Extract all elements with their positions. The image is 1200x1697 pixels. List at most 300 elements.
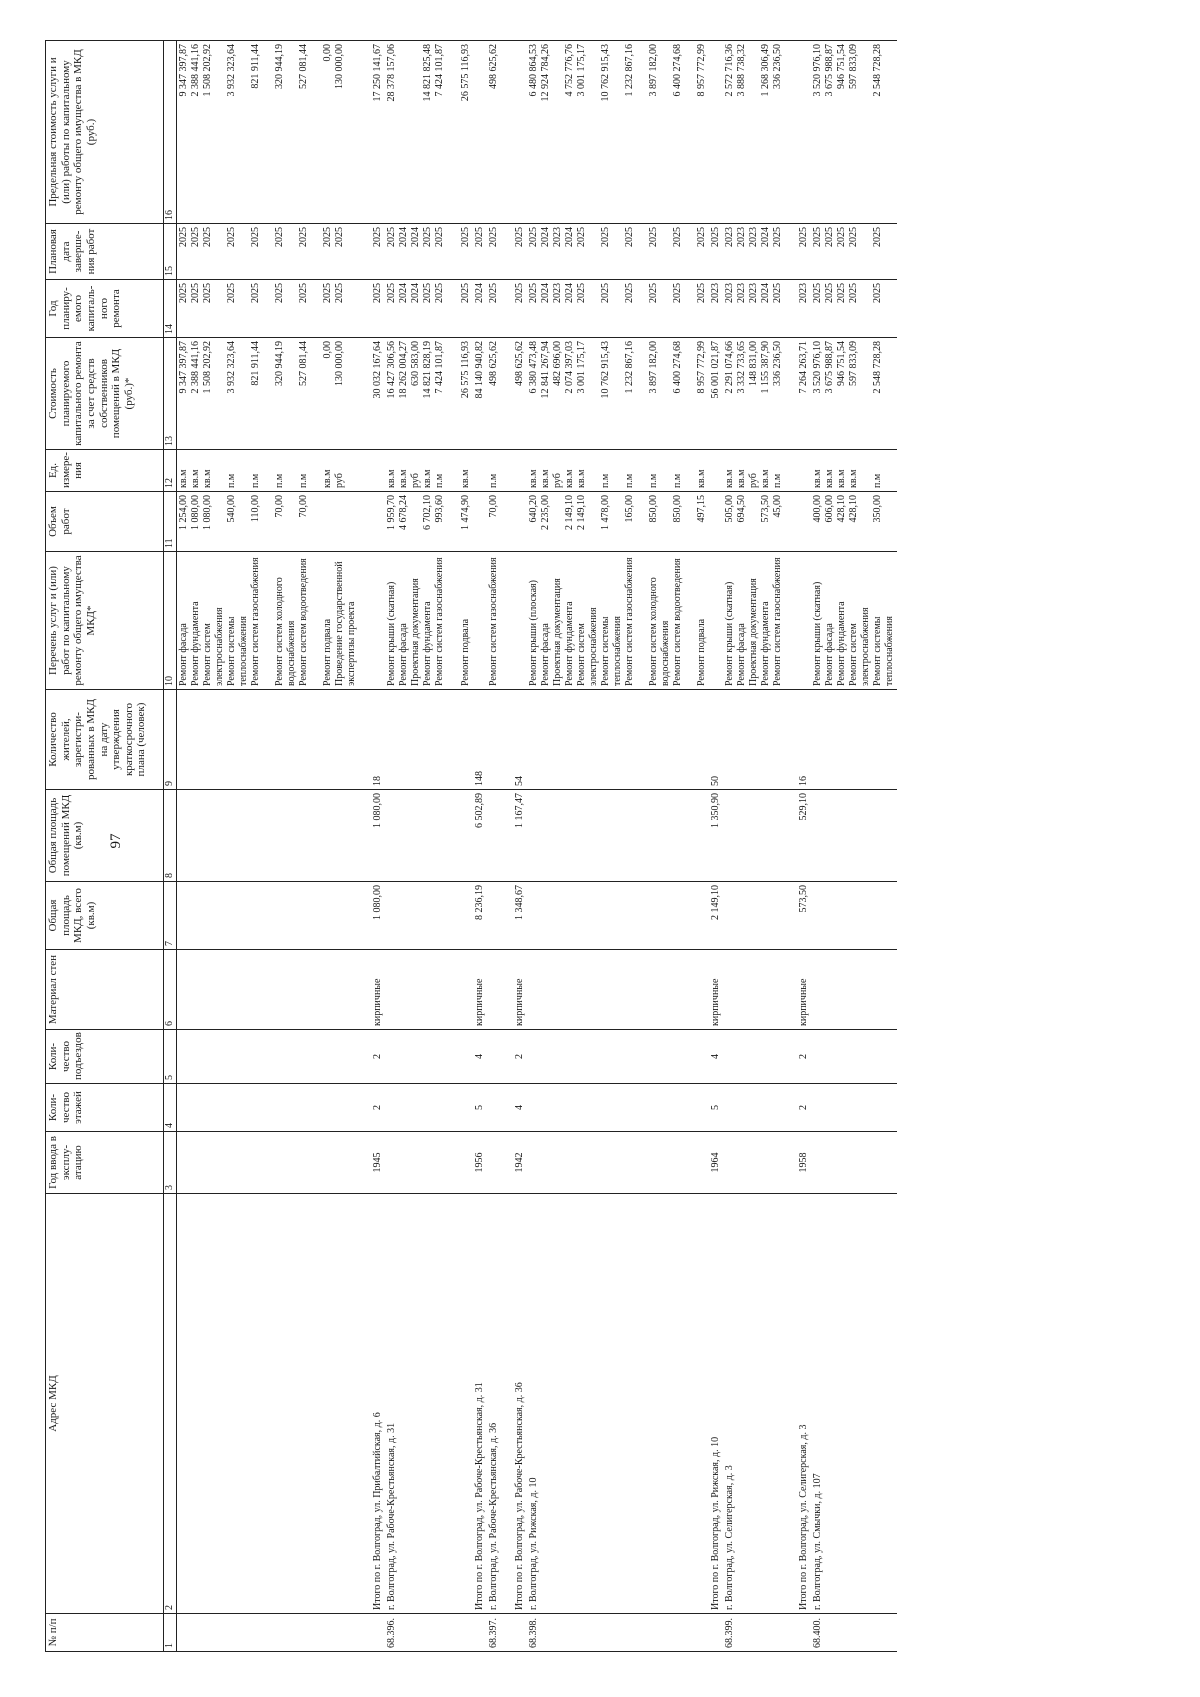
work-limit: 130 000,00 <box>334 44 345 89</box>
entrances-count: 4 <box>710 1054 721 1059</box>
area-total: 8 236,19 <box>474 885 485 920</box>
address: Итого по г. Волгоград, ул. Рабоче-Крестьянская, д. 36 <box>514 1382 525 1610</box>
work-unit: кв.м <box>812 469 823 488</box>
work-date-end: 2025 <box>434 227 445 247</box>
work-name: Ремонт систем электроснабжения <box>848 607 871 686</box>
column-number: 1 <box>164 1614 177 1652</box>
house-row <box>723 41 797 1652</box>
work-name: Ремонт систем водоотведения <box>672 558 683 686</box>
work-year-plan: 2025 <box>202 283 213 303</box>
work-unit: кв.м <box>528 469 539 488</box>
work-name: Ремонт фундамента <box>564 601 575 686</box>
area-rooms <box>724 793 736 878</box>
work-name: Ремонт фасада <box>540 623 551 686</box>
work-volume: 1 080,00 <box>190 495 201 530</box>
commission-year: 1942 <box>514 1152 525 1173</box>
work-date-end: 2023 <box>552 227 563 247</box>
work-year-plan: 2025 <box>274 283 285 303</box>
house-row <box>385 41 459 1652</box>
work-limit: 4 752 776,76 <box>564 44 575 97</box>
floors-count: 5 <box>710 1105 721 1110</box>
work-limit <box>398 44 410 220</box>
work-limit: 9 347 397,87 <box>178 44 189 97</box>
column-number: 3 <box>164 1132 177 1194</box>
work-volume <box>748 495 760 548</box>
work-volume: 70,00 <box>274 495 285 518</box>
work-cost: 2 548 728,28 <box>872 341 883 394</box>
work-name: Ремонт систем электроснабжения <box>576 607 599 686</box>
work-date-end: 2025 <box>178 227 189 247</box>
work-cost: 2 291 074,66 <box>724 341 735 394</box>
work-limit: 10 762 915,43 <box>600 44 611 102</box>
commission-year: 1964 <box>710 1152 721 1173</box>
work-cost: 527 081,44 <box>298 341 309 386</box>
floors-count <box>528 1087 540 1128</box>
work-year-plan: 2025 <box>298 283 309 303</box>
wall-material <box>724 953 736 1026</box>
work-unit <box>514 453 526 488</box>
row-number <box>460 1617 472 1648</box>
work-year-plan: 2025 <box>600 283 611 303</box>
work-volume: 2 235,00 <box>540 495 551 530</box>
col-header-area-total: Общая площадь МКД, всего (кв.м) <box>46 882 164 950</box>
table-body <box>177 41 898 1652</box>
commission-year <box>724 1135 736 1190</box>
work-name: Ремонт фасада <box>398 623 409 686</box>
work-volume <box>334 495 370 548</box>
work-volume: 850,00 <box>648 495 659 523</box>
floors-count <box>488 1087 500 1128</box>
col-header-unit: Ед. измере-ния <box>46 450 164 492</box>
work-year-plan: 2025 <box>386 283 397 303</box>
residents-count <box>724 693 736 786</box>
col-header-area-rooms: Общая площадь помещений МКД (кв.м) <box>46 790 164 882</box>
work-year-plan: 2025 <box>460 283 471 303</box>
commission-year <box>488 1135 500 1190</box>
entrances-count: 2 <box>514 1054 525 1059</box>
work-cost: 10 762 915,43 <box>600 341 611 399</box>
column-number: 5 <box>164 1030 177 1084</box>
commission-year <box>460 1135 472 1190</box>
work-volume: 606,00 <box>824 495 835 523</box>
work-year-plan: 2025 <box>178 283 189 303</box>
work-cost: 630 583,00 <box>410 341 421 386</box>
column-number: 8 <box>164 790 177 882</box>
work-volume: 694,50 <box>736 495 747 523</box>
house-row <box>487 41 513 1652</box>
area-total <box>386 885 398 946</box>
house-row <box>459 41 473 1652</box>
work-cost: 2 388 441,16 <box>190 341 201 394</box>
work-cost: 84 140 940,82 <box>474 341 485 399</box>
entrances-count <box>386 1033 398 1080</box>
work-name: Ремонт фасада <box>824 623 835 686</box>
work-year-plan: 2024 <box>540 283 551 303</box>
work-volume: 70,00 <box>298 495 309 518</box>
work-name: Ремонт фундамента <box>422 601 433 686</box>
work-year-plan: 2023 <box>724 283 735 303</box>
work-year-plan: 2024 <box>474 283 485 303</box>
area-total <box>178 885 190 946</box>
work-limit: 26 575 116,93 <box>460 44 471 102</box>
work-volume <box>372 495 384 548</box>
work-year-plan: 2025 <box>250 283 261 303</box>
work-cost: 3 897 182,00 <box>648 341 659 394</box>
work-unit: п.м <box>274 473 285 488</box>
work-name: Ремонт систем холодного водоснабжения <box>648 577 671 686</box>
work-volume <box>474 495 486 548</box>
work-cost: 18 262 004,27 <box>398 341 409 399</box>
entrances-count <box>528 1033 540 1080</box>
work-year-plan: 2023 <box>798 283 809 303</box>
residents-count <box>460 693 472 786</box>
residents-count: 16 <box>798 776 809 786</box>
address: г. Волгоград, ул. Селигерская, д. 3 <box>724 1465 735 1610</box>
work-unit: п.м <box>226 473 237 488</box>
work-volume <box>710 495 722 548</box>
work-date-end: 2025 <box>848 227 859 247</box>
work-name: Ремонт подвала <box>696 618 707 686</box>
row-number <box>798 1617 810 1648</box>
work-date-end: 2025 <box>460 227 471 247</box>
entrances-count <box>460 1033 472 1080</box>
work-cost: 320 944,19 <box>274 341 285 386</box>
commission-year <box>528 1135 540 1190</box>
column-number-row <box>164 41 177 1652</box>
work-year-plan: 2024 <box>564 283 575 303</box>
col-header-volume: Объем работ <box>46 492 164 552</box>
work-year-plan: 2025 <box>672 283 683 303</box>
work-date-end: 2025 <box>648 227 659 247</box>
work-unit: кв.м <box>576 469 587 488</box>
column-number: 14 <box>164 280 177 338</box>
table-header-row <box>46 41 164 1652</box>
entrances-count <box>812 1033 824 1080</box>
work-cost: 821 911,44 <box>250 341 261 386</box>
work-name <box>474 555 486 686</box>
work-unit: руб <box>552 473 563 488</box>
work-unit: руб <box>410 473 421 488</box>
entrances-count <box>178 1033 190 1080</box>
wall-material <box>488 953 500 1026</box>
work-cost: 6 380 473,48 <box>528 341 539 394</box>
work-date-end: 2025 <box>322 227 333 247</box>
address: г. Волгоград, ул. Смычки, д. 107 <box>812 1473 823 1610</box>
work-volume <box>514 495 526 548</box>
address: г. Волгоград, ул. Рижская, д. 10 <box>528 1477 539 1610</box>
work-volume: 45,00 <box>772 495 783 518</box>
work-volume: 2 149,10 <box>564 495 575 530</box>
residents-count <box>812 693 824 786</box>
column-number: 6 <box>164 950 177 1030</box>
column-number: 2 <box>164 1194 177 1614</box>
total-row <box>473 41 487 1652</box>
work-year-plan: 2025 <box>836 283 847 303</box>
work-year-plan: 2025 <box>528 283 539 303</box>
work-limit: 320 944,19 <box>274 44 285 89</box>
work-unit: кв.м <box>724 469 735 488</box>
col-header-works: Перечень услуг и (или) работ по капитальному ремонту общего имущества МКД* <box>46 552 164 690</box>
work-date-end: 2025 <box>190 227 201 247</box>
work-limit: 7 424 101,87 <box>434 44 445 97</box>
work-cost: 3 332 733,65 <box>736 341 747 394</box>
total-row <box>513 41 527 1652</box>
work-year-plan: 2025 <box>422 283 433 303</box>
work-date-end: 2025 <box>836 227 847 247</box>
work-name: Ремонт фасада <box>178 623 189 686</box>
column-number: 15 <box>164 224 177 280</box>
area-total: 573,50 <box>798 885 809 913</box>
work-date-end: 2025 <box>298 227 309 247</box>
work-date-end: 2024 <box>564 227 575 247</box>
column-number: 4 <box>164 1084 177 1132</box>
work-name: Ремонт крыши (скатная) <box>386 581 397 686</box>
work-limit: 6 400 274,68 <box>672 44 683 97</box>
wall-material: кирпичные <box>372 978 383 1026</box>
work-name: Ремонт системы теплоснабжения <box>872 616 895 686</box>
work-name: Ремонт крыши (скатная) <box>724 581 735 686</box>
work-limit: 2 388 441,16 <box>190 44 201 97</box>
commission-year: 1945 <box>372 1152 383 1173</box>
residents-count <box>386 693 398 786</box>
floors-count: 4 <box>514 1105 525 1110</box>
work-name: Ремонт систем холодного водоснабжения <box>274 577 297 686</box>
area-total: 2 149,10 <box>710 885 721 920</box>
area-rooms <box>488 793 500 878</box>
area-rooms <box>460 793 472 878</box>
entrances-count <box>488 1033 500 1080</box>
work-volume: 2 149,10 <box>576 495 587 530</box>
work-limit: 14 821 825,48 <box>422 44 433 102</box>
work-cost: 7 264 263,71 <box>798 341 809 394</box>
work-date-end: 2023 <box>748 227 759 247</box>
work-limit <box>710 44 722 220</box>
work-cost: 498 625,62 <box>488 341 499 386</box>
work-limit: 28 378 157,06 <box>386 44 397 102</box>
work-date-end: 2025 <box>624 227 635 247</box>
work-volume: 540,00 <box>226 495 237 523</box>
work-volume <box>322 495 334 548</box>
col-header-residents: Количество жителей, зарегистри-рованных в МКД на дату утверждения краткосрочного плана (человек) <box>46 690 164 790</box>
work-cost: 6 400 274,68 <box>672 341 683 394</box>
work-limit: 17 250 141,67 <box>372 44 383 102</box>
row-number: 68.398. <box>528 1618 539 1648</box>
work-date-end: 2024 <box>410 227 421 247</box>
work-cost: 2 074 397,03 <box>564 341 575 394</box>
work-unit <box>798 453 810 488</box>
work-limit: 3 932 323,64 <box>226 44 237 97</box>
work-volume: 573,50 <box>760 495 771 523</box>
work-name: Ремонт систем газоснабжения <box>250 557 261 686</box>
work-limit: 527 081,44 <box>298 44 309 89</box>
work-year-plan: 2025 <box>772 283 783 303</box>
work-name: Ремонт подвала <box>460 618 471 686</box>
work-cost: 16 427 306,56 <box>386 341 397 399</box>
area-total <box>724 885 736 946</box>
work-date-end: 2025 <box>696 227 707 247</box>
work-unit: кв.м <box>460 469 471 488</box>
work-unit: п.м <box>298 473 309 488</box>
area-total <box>488 885 500 946</box>
address: Итого по г. Волгоград, ул. Рабоче-Крестьянская, д. 31 <box>474 1382 485 1610</box>
work-date-end: 2025 <box>250 227 261 247</box>
col-header-walls: Материал стен <box>46 950 164 1030</box>
col-header-floors: Коли-чество этажей <box>46 1084 164 1132</box>
work-year-plan: 2024 <box>398 283 409 303</box>
work-limit: 2 548 728,28 <box>872 44 883 97</box>
work-limit: 336 236,50 <box>772 44 783 89</box>
work-volume: 640,20 <box>528 495 539 523</box>
work-unit: кв.м <box>836 469 847 488</box>
work-limit <box>748 44 760 220</box>
work-volume: 6 702,10 <box>422 495 433 530</box>
work-date-end: 2025 <box>474 227 485 247</box>
work-volume: 1 080,00 <box>202 495 213 530</box>
work-limit <box>474 44 486 220</box>
total-row <box>709 41 723 1652</box>
column-number: 12 <box>164 450 177 492</box>
work-volume: 70,00 <box>488 495 499 518</box>
work-unit: п.м <box>672 473 683 488</box>
work-date-end: 2024 <box>398 227 409 247</box>
work-date-end: 2025 <box>824 227 835 247</box>
work-volume <box>410 495 422 548</box>
work-name: Ремонт фундамента <box>190 601 201 686</box>
column-number: 10 <box>164 552 177 690</box>
work-unit: п.м <box>600 473 611 488</box>
work-volume: 4 678,24 <box>398 495 409 530</box>
house-row <box>811 41 897 1652</box>
entrances-count: 2 <box>372 1054 383 1059</box>
work-name <box>372 555 384 686</box>
row-number <box>178 1617 190 1648</box>
house-row <box>177 41 372 1652</box>
work-cost: 946 751,54 <box>836 341 847 386</box>
work-cost: 482 696,00 <box>552 341 563 386</box>
area-rooms <box>812 793 824 878</box>
row-number: 68.400. <box>812 1618 823 1648</box>
work-cost: 9 347 397,87 <box>178 341 189 394</box>
residents-count <box>488 693 500 786</box>
work-name: Проектная документация <box>552 578 563 686</box>
floors-count <box>812 1087 824 1128</box>
work-year-plan: 2025 <box>190 283 201 303</box>
work-date-end: 2025 <box>226 227 237 247</box>
work-name: Ремонт систем газоснабжения <box>434 557 445 686</box>
work-name: Ремонт систем газоснабжения <box>624 557 635 686</box>
work-name: Ремонт системы теплоснабжения <box>600 616 623 686</box>
work-unit: руб <box>748 473 759 488</box>
work-date-end: 2025 <box>528 227 539 247</box>
work-date-end: 2025 <box>422 227 433 247</box>
work-unit: п.м <box>872 473 883 488</box>
work-name: Ремонт фундамента <box>760 601 771 686</box>
col-header-cost: Стоимость планируемого капитального ремонта за счет средств собственников помещений в МКД (руб.)* <box>46 338 164 450</box>
wall-material: кирпичные <box>710 978 721 1026</box>
address: Итого по г. Волгоград, ул. Селигерская, д. 3 <box>798 1424 809 1610</box>
work-date-end: 2025 <box>812 227 823 247</box>
wall-material: кирпичные <box>474 978 485 1026</box>
work-unit: кв.м <box>564 469 575 488</box>
work-volume: 1 474,90 <box>460 495 471 530</box>
work-year-plan: 2025 <box>334 283 345 303</box>
work-cost: 0,00 <box>322 341 333 359</box>
work-unit: руб <box>334 473 345 488</box>
work-volume: 993,60 <box>434 495 445 523</box>
row-number <box>710 1617 722 1648</box>
col-header-number: № п/п <box>46 1614 164 1652</box>
work-year-plan: 2024 <box>410 283 421 303</box>
work-cost: 3 001 175,17 <box>576 341 587 394</box>
work-name <box>514 555 526 686</box>
area-total <box>812 885 824 946</box>
residents-count: 54 <box>514 776 525 786</box>
work-volume: 428,10 <box>848 495 859 523</box>
work-unit: кв.м <box>760 469 771 488</box>
work-cost: 7 424 101,87 <box>434 341 445 394</box>
work-limit: 946 751,54 <box>836 44 847 89</box>
work-date-end: 2025 <box>798 227 809 247</box>
work-cost: 1 155 387,90 <box>760 341 771 394</box>
work-limit <box>514 44 526 220</box>
work-cost: 597 833,09 <box>848 341 859 386</box>
work-year-plan: 2024 <box>760 283 771 303</box>
wall-material: кирпичные <box>514 978 525 1026</box>
floors-count <box>460 1087 472 1128</box>
work-volume: 400,00 <box>812 495 823 523</box>
work-volume: 1 959,70 <box>386 495 397 530</box>
work-limit: 8 957 772,99 <box>696 44 707 97</box>
work-cost: 148 831,00 <box>748 341 759 386</box>
work-name <box>798 555 810 686</box>
col-header-entrances: Коли-чество подъездов <box>46 1030 164 1084</box>
total-row <box>797 41 811 1652</box>
work-name: Проведение государственной экспертизы проекта <box>334 561 357 686</box>
work-limit: 2 572 716,36 <box>724 44 735 97</box>
work-date-end: 2025 <box>600 227 611 247</box>
work-date-end: 2025 <box>672 227 683 247</box>
work-date-end: 2025 <box>772 227 783 247</box>
work-year-plan: 2025 <box>696 283 707 303</box>
commission-year: 1956 <box>474 1152 485 1173</box>
work-name: Ремонт систем газоснабжения <box>488 557 499 686</box>
work-limit: 3 520 976,10 <box>812 44 823 97</box>
work-cost: 56 001 021,87 <box>710 341 721 399</box>
column-number: 13 <box>164 338 177 450</box>
address <box>460 1197 472 1610</box>
work-date-end: 2025 <box>274 227 285 247</box>
work-date-end: 2023 <box>736 227 747 247</box>
work-date-end: 2025 <box>576 227 587 247</box>
work-year-plan: 2025 <box>514 283 525 303</box>
col-header-address: Адрес МКД <box>46 1194 164 1614</box>
address: Итого по г. Волгоград, ул. Прибалтийская, д. 6 <box>372 1412 383 1610</box>
col-header-limit: Предельная стоимость услуги и (или) работы по капитальному ремонту общего имущества в МКД (руб.) <box>46 41 164 224</box>
work-cost: 3 932 323,64 <box>226 341 237 394</box>
work-limit <box>798 44 810 220</box>
work-date-end: 2024 <box>760 227 771 247</box>
floors-count <box>386 1087 398 1128</box>
residents-count: 50 <box>710 776 721 786</box>
work-cost: 498 625,62 <box>514 341 525 386</box>
row-number: 68.399. <box>724 1618 735 1648</box>
work-name: Ремонт подвала <box>322 618 333 686</box>
work-cost: 3 520 976,10 <box>812 341 823 394</box>
work-volume: 497,15 <box>696 495 707 523</box>
work-year-plan: 2023 <box>552 283 563 303</box>
work-cost: 130 000,00 <box>334 341 345 386</box>
work-name <box>710 555 722 686</box>
